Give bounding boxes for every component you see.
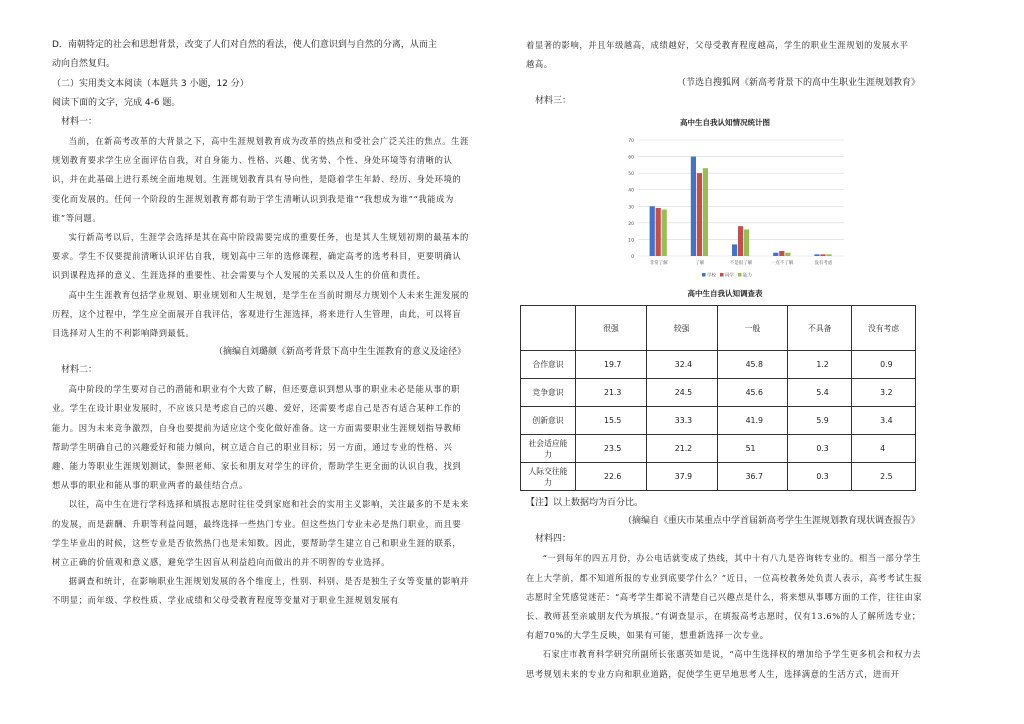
material-2-paragraph: 据调查和统计，在影响职业生涯规划发展的各个维度上，性别、科别、是否是独生子女等变量的影响并不明显；而年级、学校性质、学业成绩和父母受教育程度等变量对于职业生涯规划发展有: [52, 576, 469, 606]
table-cell: 0.9: [852, 351, 916, 379]
chart-y-tick-label: 30: [628, 205, 634, 211]
table-cell: 36.7: [717, 463, 788, 491]
table-header-row: [521, 306, 916, 351]
table-cell: 41.9: [717, 407, 788, 435]
table-header-cell: [521, 306, 576, 351]
material-4-label: 材料四：: [535, 534, 572, 545]
chart-y-tick-label: 60: [628, 155, 634, 161]
table-cell: 1.2: [788, 351, 852, 379]
table-row-label: 社会适应能力: [521, 435, 576, 463]
table-cell: 3.4: [852, 407, 916, 435]
material-1-label: 材料一：: [61, 117, 98, 127]
chart-x-tick-label: 了解: [695, 261, 705, 267]
table-cell: 21.3: [576, 379, 647, 407]
option-d-line1: D．南朝特定的社会和思想背景，改变了人们对自然的看法，使人们意识到与自然的分离，从而主: [52, 40, 437, 50]
table-header-cell: 较强: [646, 306, 717, 351]
table-header-cell: 很强: [576, 306, 647, 351]
chart-y-tick-label: 0: [631, 255, 634, 261]
instruction: 阅读下面的文字，完成 4-6 题。: [52, 98, 181, 108]
table-cell: 15.5: [576, 407, 647, 435]
table-row-label: 竞争意识: [521, 379, 576, 407]
right-column: [526, 36, 924, 684]
table-cell: 19.7: [576, 351, 647, 379]
survey-table: [520, 305, 916, 491]
table-header-cell: 不具备: [788, 306, 852, 351]
chart-bar: [744, 230, 749, 257]
material-2-source: （节选自搜狐网《新高考背景下的高中生职业生涯规划教育》: [676, 78, 920, 89]
chart-bar: [820, 255, 825, 257]
chart-legend-swatch: [702, 273, 706, 277]
chart-legend-label: 同学: [725, 273, 734, 279]
chart-legend-label: 能力: [743, 273, 752, 279]
material-2-continued: 越高。: [526, 59, 553, 70]
chart-x-tick-label: 没有考虑: [814, 261, 833, 267]
material-1-paragraph: 实行新高考以后，生涯学会选择是其在高中阶段需要完成的重要任务，也是其人生规划初期的最基本的要求。学生不仅要提前清晰认识评估自我，规划高中三年的选修课程，确定高考的选考科目，更要明确认识到课程选择的意义、生涯选择的重要性、社会需要与个人发展的关系以及人生的价值和责任。: [52, 232, 469, 281]
material-4-paragraph: “一到每年的四五月份，办公电话就变成了热线，其中十有八九是咨询转专业的。相当一部分学生在上大学前，都不知道所报的专业到底要学什么？”近日，一位高校教务处负责人表示，高考考试生报志愿时全凭感觉迷茫：“高考学生都说不清楚自己兴趣点是什么，将来想从事哪方面的工作，往往由家长、教师甚至亲戚朋友代为填报。”有调查显示，在填报高考志愿时，仅有13.6%的人了解所选专业；有超70%的大学生反映，如果有可能，想重新选择一次专业。: [526, 553, 923, 641]
table-cell: 32.4: [646, 351, 717, 379]
table-note: 【注】以上数据均为百分比。: [526, 498, 644, 509]
table-row-label: 人际交往能力: [521, 463, 576, 491]
chart-x-tick-label: 一点不了解: [770, 261, 794, 267]
table-row: [521, 463, 916, 491]
chart-bar: [703, 169, 708, 257]
chart-bar: [656, 208, 661, 256]
table-cell: 45.8: [717, 351, 788, 379]
material-1-paragraph: 高中生生涯教育包括学业规划、职业规划和人生规划，是学生在当前时期尽力规划个人未来生涯发展的历程，这个过程中，学生应全面展开自我评估，客观进行生涯选择，将来进行人生管理，由此，可以将盲目选择对人生的不利影响降到最低。: [52, 289, 469, 339]
chart-y-tick-label: 70: [628, 139, 634, 145]
chart-bar: [697, 174, 702, 257]
chart-legend-swatch: [720, 273, 724, 277]
chart-legend-label: 学校: [707, 273, 716, 279]
chart-y-tick-label: 50: [628, 172, 634, 178]
chart-bar: [732, 245, 737, 257]
chart-bar: [662, 210, 667, 256]
table-cell: 23.5: [576, 435, 647, 463]
table-cell: 33.3: [646, 407, 717, 435]
chart-bar: [738, 227, 743, 257]
chart-bar: [814, 255, 819, 257]
chart-bar: [785, 253, 790, 256]
chart-bar: [691, 157, 696, 256]
table-cell: 0.3: [788, 435, 852, 463]
material-3-label: 材料三：: [535, 96, 572, 107]
bar-chart-svg: [526, 132, 924, 282]
material-4-paragraph: 石家庄市教育科学研究所副所长张惠英如是说，“高中生选择权的增加给予学生更多机会和权力去思考规划未来的专业方向和职业道路，促使学生更早地思考人生，选择满意的生活方式，进而开: [526, 649, 922, 679]
table-row: [521, 435, 916, 463]
chart-bar: [650, 207, 655, 257]
table-row: [521, 407, 916, 435]
table-title: 高中生自我认知调查表: [687, 289, 763, 299]
material-2-paragraph: 高中阶段的学生要对自己的潜能和职业有个大致了解，但还要意识到想从事的职业未必是能从事的职业。学生在设计职业发展时，不应该只是考虑自己的兴趣、爱好，还需要考虑自己是否有适合某种工作的能力。因为未来竞争激烈，自身也要提前为适应这个变化做好准备。这一方面需要职业生涯规划指导教师帮助学生明确自己的兴趣爱好和能力倾向，树立适合自己的职业目标；另一方面，通过专业的性格、兴趣、能力等职业生涯规划测试，参照老师、家长和朋友对学生的评价，帮助学生更全面的认识自我，找到想从事的职业和能从事的职业两者的最佳结合点。: [52, 384, 462, 491]
material-2-paragraph: 以往，高中生在进行学科选择和填报志愿时往往受到家庭和社会的实用主义影响，关注最多的不是未来的发展，而是薪酬、升职等利益问题，最终选择一些热门专业。但这些热门专业未必是热门职业，而且要学生毕业出的时候，这些专业是否依然热门也是未知数。因此，要帮助学生建立自己和职业生涯的联系，树立正确的价值观和意义感，避免学生因盲从利益趋向而做出的并不明智的专业选择。: [52, 499, 469, 568]
chart-x-tick-label: 不是很了解: [729, 261, 753, 267]
table-cell: 5.9: [788, 407, 852, 435]
left-column: [52, 36, 470, 611]
material-1-paragraph: 当前，在新高考改革的大背景之下，高中生涯规划教育成为改革的热点和受社会广泛关注的焦点。生涯规划教育要求学生应全面评估自我，对自身能力、性格、兴趣、优劣势、个性、身处环境等有清晰的认识，并在此基础上进行系统全面地规划。生涯规划教育具有导向性，是隐着学生年龄、经历、身处环境的变化而发展的。任何一个阶段的生涯规划教育都有助于学生清晰认识到我是谁”“我想成为谁”“我能成为谁”等问题。: [52, 136, 469, 223]
bar-chart: [526, 132, 924, 282]
table-cell: 3.2: [852, 379, 916, 407]
table-row: [521, 379, 916, 407]
table-cell: 45.6: [717, 379, 788, 407]
table-cell: 22.6: [576, 463, 647, 491]
chart-bar: [773, 253, 778, 256]
table-row-label: 合作意识: [521, 351, 576, 379]
chart-title: 高中生自我认知情况统计图: [680, 118, 770, 128]
material-2-label: 材料二：: [61, 365, 98, 376]
chart-y-tick-label: 40: [628, 189, 634, 195]
table-cell: 5.4: [788, 379, 852, 407]
table-row: [521, 351, 916, 379]
section-heading: （二）实用类文本阅读（本题共 3 小题，12 分）: [52, 79, 249, 89]
table-cell: 24.5: [646, 379, 717, 407]
table-cell: 37.9: [646, 463, 717, 491]
chart-y-tick-label: 20: [628, 222, 634, 228]
chart-bar: [826, 255, 831, 257]
option-d-line2: 动向自然复归。: [52, 59, 116, 69]
table-cell: 21.2: [646, 435, 717, 463]
table-header-cell: 一般: [717, 306, 788, 351]
table-source: （摘编自《重庆市某重点中学首届新高考学生生涯规划教育现状调查报告》: [622, 516, 920, 527]
chart-bar: [779, 251, 784, 256]
chart-legend-swatch: [738, 273, 742, 277]
material-2-continued: 着显著的影响，并且年级越高，成绩越好，父母受教育程度越高，学生的职业生涯规划的发展水平: [526, 40, 909, 50]
table-cell: 0.3: [788, 463, 852, 491]
table-cell: 4: [852, 435, 916, 463]
table-row-label: 创新意识: [521, 407, 576, 435]
table-cell: 2.5: [852, 463, 916, 491]
table-header-cell: 没有考虑: [852, 306, 916, 351]
material-1-source: （摘编自刘璐颜《新高考背景下高中生生涯教育的意义及途径》: [213, 347, 466, 358]
chart-x-tick-label: 非常了解: [649, 261, 668, 267]
chart-y-tick-label: 10: [628, 238, 634, 244]
table-cell: 51: [717, 435, 788, 463]
